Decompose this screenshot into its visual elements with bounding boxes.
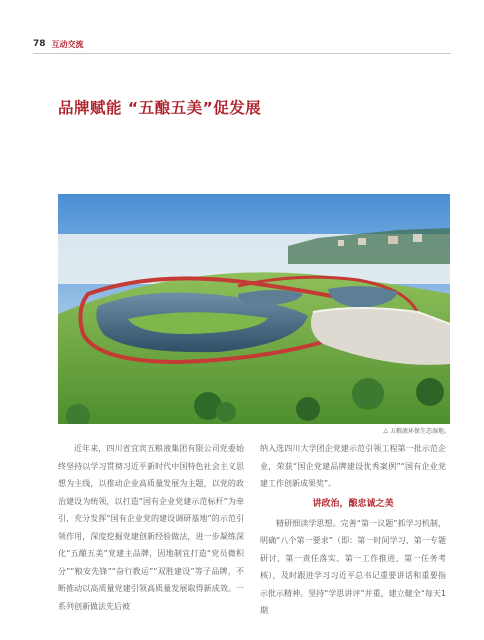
page-header	[33, 37, 84, 51]
photo-caption-text: 五粮液环保生态湿地。	[389, 428, 450, 435]
left-column	[58, 440, 244, 615]
wetland-photo	[58, 194, 450, 424]
right-intro-paragraph: 纳入选四川大学团企党建示范引领工程第一批示范企业，荣获“国企党建品牌建设优秀案例”“国有企业党建工作创新成果奖”。	[260, 444, 446, 488]
right-column	[260, 440, 446, 620]
right-body-paragraph: 精研细读学思想。完善“第一议题”抓学习机制，明确“八个第一要求”（即：第一时间学习、第一专题研讨、第一责任落实、第一工作推进、第一任务考核），及时跟进学习习近平总书记重要讲话和重要指示批示精神。坚持“学思讲评”并重，建立健全“每天1期	[260, 518, 446, 615]
article-title: 品牌赋能 “五酿五美”促发展	[58, 99, 262, 117]
section-name: 互动交流	[51, 39, 84, 49]
header-divider	[33, 53, 451, 54]
subheading: 讲政治，酿忠诚之美	[312, 498, 394, 509]
left-paragraph: 近年来，四川省宜宾五粮液集团有限公司党委始终坚持以学习贯彻习近平新时代中国特色社会主义思想为主线，以推动企业高质量发展为主题，以党的政治建设为统领，以打造“国有企业党建示范标杆”为牵引，充分发挥“国有企业党的建设调研基地”的示范引领作用，深度挖掘党建创新经验做法，进一步凝练深化“五酿五美”党建主品牌，因地制宜打造“党员微积分”“粮安先锋”“奋行教运”“双胜建设”等子品牌，不断推动以高质量党建引领高质量发展取得新成效。一系列创新做法先后被	[58, 444, 244, 611]
photo-caption	[383, 426, 450, 435]
triangle-icon: △	[383, 427, 388, 434]
page-number: 78	[33, 39, 46, 49]
